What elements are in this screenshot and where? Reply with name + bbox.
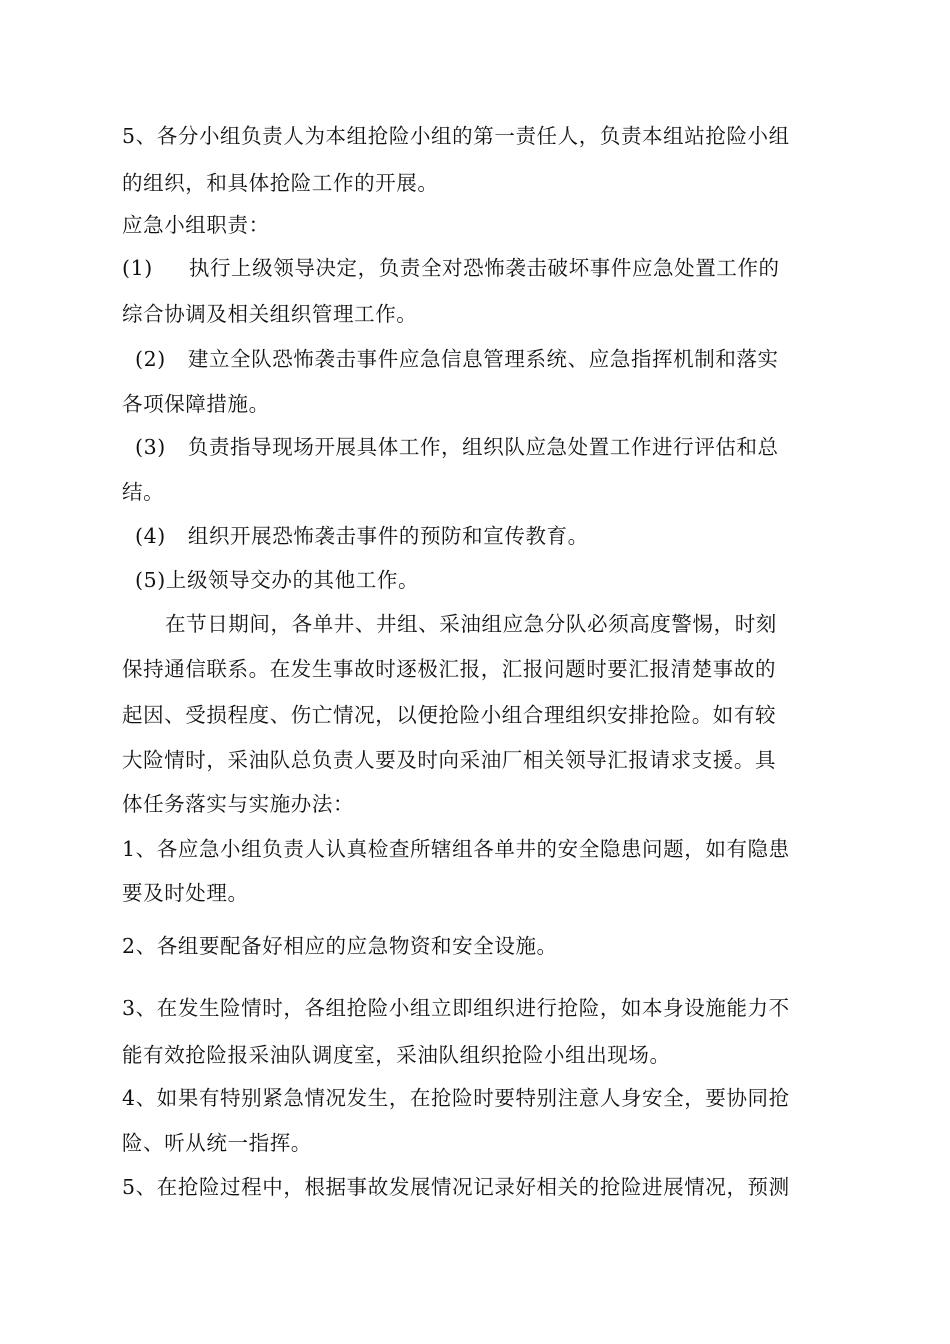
list-marker: (5)	[135, 568, 166, 592]
paragraph-line: 的组织，和具体抢险工作的开展。	[122, 171, 439, 195]
paragraph-line: 3、在发生险情时，各组抢险小组立即组织进行抢险，如本身设施能力不	[122, 996, 790, 1020]
paragraph-line: 4、如果有特别紧急情况发生，在抢险时要特别注意人身安全，要协同抢	[122, 1086, 790, 1110]
paragraph-line: 在节日期间，各单井、井组、采油组应急分队必须高度警惕，时刻	[165, 612, 777, 636]
list-item-text: 负责指导现场开展具体工作，组织队应急处置工作进行评估和总	[187, 435, 779, 459]
list-item	[135, 565, 855, 595]
list-marker: (4)	[135, 524, 166, 548]
list-marker: (3)	[135, 435, 166, 459]
paragraph-line: 大险情时，采油队总负责人要及时向采油厂相关领导汇报请求支援。具	[122, 748, 777, 772]
paragraph-line: 能有效抢险报采油队调度室，采油队组织抢险小组出现场。	[122, 1043, 671, 1067]
list-item	[135, 344, 855, 374]
section-heading: 应急小组职责：	[122, 213, 270, 237]
list-item-text: 执行上级领导决定，负责全对恐怖袭击破坏事件应急处置工作的	[188, 256, 780, 280]
list-item	[135, 432, 855, 462]
paragraph-line: 2、各组要配备好相应的应急物资和安全设施。	[122, 934, 558, 958]
paragraph-line: 要及时处理。	[122, 881, 249, 905]
paragraph-line: 5、各分小组负责人为本组抢险小组的第一责任人，负责本组站抢险小组	[122, 124, 790, 148]
list-marker: (2)	[135, 347, 166, 371]
paragraph-line: 险、听从统一指挥。	[122, 1131, 312, 1155]
list-item-text: 组织开展恐怖袭击事件的预防和宣传教育。	[187, 524, 589, 548]
list-item	[135, 521, 855, 551]
paragraph-line: 综合协调及相关组织管理工作。	[122, 302, 418, 326]
paragraph-line: 体任务落实与实施办法：	[122, 792, 355, 816]
paragraph-line: 各项保障措施。	[122, 392, 270, 416]
list-marker: (1)	[122, 256, 153, 280]
list-item-text: 建立全队恐怖袭击事件应急信息管理系统、应急指挥机制和落实	[187, 347, 779, 371]
paragraph-line: 1、各应急小组负责人认真检查所辖组各单井的安全隐患问题，如有隐患	[122, 837, 790, 861]
paragraph-line: 5、在抢险过程中，根据事故发展情况记录好相关的抢险进展情况，预测	[122, 1175, 790, 1199]
list-item	[122, 253, 842, 283]
list-item-text: 上级领导交办的其他工作。	[165, 568, 420, 592]
paragraph-line: 结。	[122, 480, 165, 504]
paragraph-line: 起因、受损程度、伤亡情况，以便抢险小组合理组织安排抢险。如有较	[122, 703, 777, 727]
paragraph-line: 保持通信联系。在发生事故时逐极汇报，汇报问题时要汇报清楚事故的	[122, 657, 777, 681]
